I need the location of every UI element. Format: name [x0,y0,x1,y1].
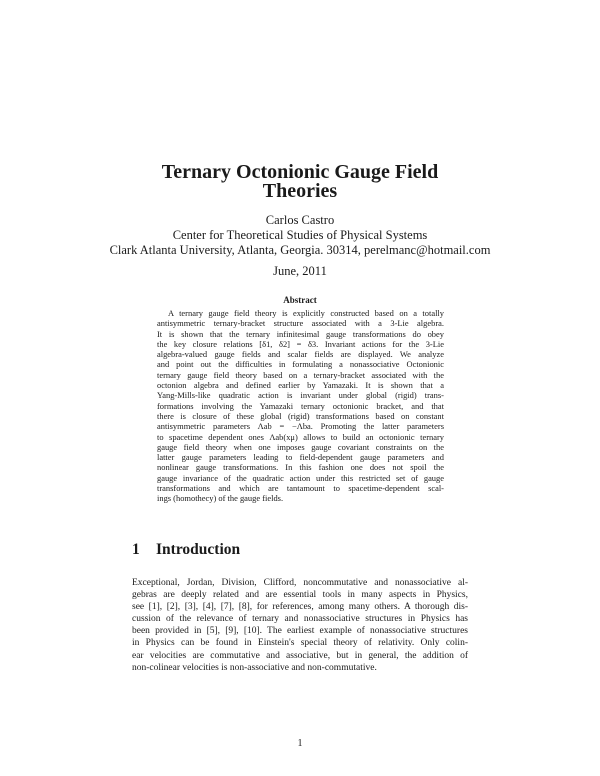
abstract-line: It is shown that the ternary infinitesimal gauge transformations do obey [157,328,444,339]
body-line: see [1], [2], [3], [4], [7], [8], for references, among many others. A thorough dis- [132,602,468,613]
section-heading [132,541,240,559]
paper-title-line-1: Ternary Octonionic Gauge Field [161,161,439,183]
body-line: Exceptional, Jordan, Division, Clifford, noncommutative and nonassociative al- [132,578,468,588]
body-line: non-colinear velocities is non-associative and non-commutative. [132,662,377,673]
abstract-line: nonlinear gauge transformations. In this fashion one does not spoil the [157,462,444,473]
abstract-line: transformations and which are tantamount to spacetime-dependent scal- [157,483,444,494]
abstract-line: gauge invariance of the quadratic action under this restricted set of gauge [157,472,444,483]
abstract-line: algebra-valued gauge fields and scalar fields are displayed. We analyze [157,349,444,360]
section-title: Introduction [156,541,241,558]
author-block [0,213,600,258]
body-line: been provided in [5], [9], [10]. The earliest example of nonassociative structures [132,626,468,637]
body-line: gebras are deeply related and are essential tools in many aspects in Physics, [132,590,468,601]
abstract-line: formations involving the Yamazaki ternary octonionic bracket, and that [157,400,444,411]
section-body [132,577,468,674]
paper-date: June, 2011 [273,264,327,278]
body-line: in Physics can be found in Einstein's special theory of relativity. Only colin- [132,638,468,649]
section-number: 1 [132,541,140,558]
abstract-line: antisymmetric ternary-bracket structure associated with a 3-Lie algebra. [157,318,444,329]
abstract-heading: Abstract [283,295,317,305]
abstract-line: A ternary gauge field theory is explicitly constructed based on a totally [168,308,444,318]
author-affiliation: Center for Theoretical Studies of Physical Systems [172,228,428,242]
body-line: cussion of the relevance of ternary and nonassociative structures in Physics has [132,614,468,625]
abstract-line: ternary gauge field theory based on a ternary-bracket associated with the [157,369,444,380]
abstract-line: octonion algebra and defined earlier by Yamazaki. It is shown that a [157,380,444,391]
page-number: 1 [297,738,303,749]
author-address: Clark Atlanta University, Atlanta, Georgia. 30314, perelmanc@hotmail.com [109,243,491,257]
abstract-line: Yang-Mills-like quadratic action is invariant under global (rigid) trans- [157,390,444,401]
paper-title-line-2: Theories [262,180,338,202]
abstract-line: and point out the difficulties in formulating a nonassociative Octonionic [157,359,444,370]
author-name: Carlos Castro [265,213,335,227]
abstract-line: antisymmetric parameters Λab = −Λba. Promoting the latter parameters [157,421,444,432]
abstract-line: latter gauge parameters leading to field-dependent gauge parameters and [157,452,444,463]
body-line: ear velocities are commutative and associative, but in general, the addition of [132,650,468,661]
abstract-line: the key closure relations [δ1, δ2] = δ3. Invariant actions for the 3-Lie [157,338,444,349]
abstract-body [157,308,444,504]
abstract-line: there is closure of these global (rigid) transformations based on constant [157,410,444,421]
abstract-line: gauge field theory when one imposes gauge covariant constraints on the [157,441,444,452]
abstract-line: ings (homothecy) of the gauge fields. [157,493,284,504]
abstract-line: to spacetime dependent ones Λab(xμ) allows to build an octonionic ternary [157,431,444,442]
